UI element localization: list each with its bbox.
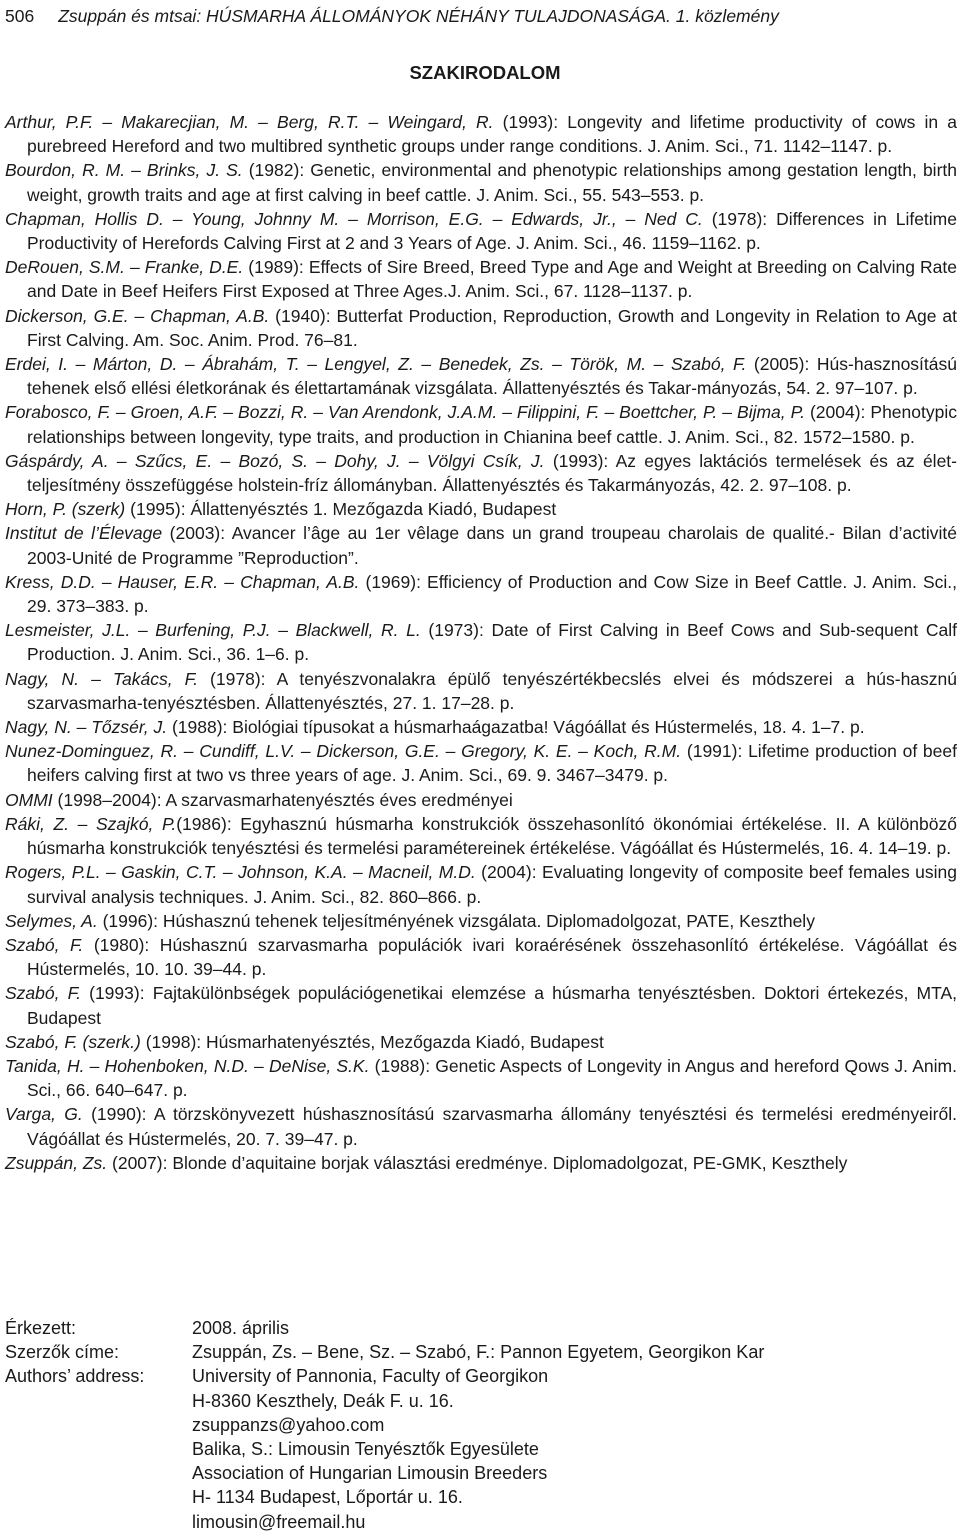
reference-item <box>5 909 957 933</box>
reference-item <box>5 715 957 739</box>
authors-hu-label: Szerzők címe: <box>5 1342 120 1363</box>
reference-text: (1993): Fajtakülönbségek populációgenetikai elemzése a húsmarha tenyésztésben. Doktori értekezés, MTA, Budapest <box>27 983 958 1028</box>
reference-item <box>5 1151 957 1175</box>
reference-item <box>5 110 957 158</box>
reference-authors: Nagy, N. – Takács, F. <box>5 668 198 689</box>
reference-authors: Nagy, N. – Tőzsér, J. <box>5 717 168 738</box>
reference-text: (2005): Hús-hasznosítású tehenek első ellési életkorának és élettartamának vizsgálata. Állattenyésztés és Takar-mányozás, 54. 2. 97–107. p. <box>27 354 957 399</box>
reference-text: (1990): A törzskönyvezett húshasznosítású szarvasmarha állomány tenyésztési és termelési eredményeiről. Vágóállat és Hústermelés, 20. 7. 39–47. p. <box>27 1104 957 1149</box>
reference-text: (1998–2004): A szarvasmarhatenyésztés éves eredményei <box>52 789 513 810</box>
reference-authors: Kress, D.D. – Hauser, E.R. – Chapman, A.B. <box>5 571 360 592</box>
address-line: Association of Hungarian Limousin Breeders <box>192 1463 548 1484</box>
reference-authors: Institut de l’Élevage <box>5 523 163 544</box>
running-title: Zsuppán és mtsai: HÚSMARHA ÁLLOMÁNYOK NÉHÁNY TULAJDONASÁGA. 1. közlemény <box>58 6 779 26</box>
reference-text: (2003): Avancer l’âge au 1er vêlage dans un grand troupeau charolais de qualité.- Bilan d’activité 2003-Unité de Programme ”Reproduction”. <box>27 523 957 568</box>
reference-authors: Selymes, A. <box>5 910 98 931</box>
reference-item <box>5 255 957 303</box>
address-labels <box>5 1340 192 1534</box>
section-title: SZAKIRODALOM <box>409 62 561 83</box>
address-line: Zsuppán, Zs. – Bene, Sz. – Szabó, F.: Pannon Egyetem, Georgikon Kar <box>192 1342 765 1363</box>
reference-authors: Zsuppán, Zs. <box>5 1152 108 1173</box>
reference-text: (1998): Húsmarhatenyésztés, Mezőgazda Kiadó, Budapest <box>140 1031 604 1052</box>
reference-authors: Szabó, F. <box>5 934 84 955</box>
reference-text: (1980): Húshasznú szarvasmarha populációk ivari koraérésének összehasonlító értékelése. Vágóállat és Hústermelés, 10. 10. 39–44. p. <box>27 934 958 980</box>
reference-text: (1993): Az egyes laktációs termelések és az élet-teljesítmény összefüggése holstein-fríz állományban. Állattenyésztés és Takarmányozás, 42. 2. 97–108. p. <box>27 450 957 496</box>
reference-item <box>5 981 957 1029</box>
reference-item <box>5 521 957 569</box>
address-row <box>5 1340 957 1534</box>
reference-text: (1982): Genetic, environmental and phenotypic relationships among gestation length, birth weight, growth traits and age at first calving in beef cattle. J. Anim. Sci., 55. 543–553. p. <box>27 160 957 205</box>
received-row <box>5 1316 957 1340</box>
reference-text: (1969): Efficiency of Production and Cow Size in Beef Cattle. J. Anim. Sci., 29. 373–383. p. <box>27 571 957 617</box>
reference-authors: Erdei, I. – Márton, D. – Ábrahám, T. – Lengyel, Z. – Benedek, Zs. – Török, M. – Szabó, F. <box>5 354 747 375</box>
reference-authors: DeRouen, S.M. – Franke, D.E. <box>5 257 244 278</box>
reference-authors: Szabó, F. <box>5 983 81 1004</box>
reference-authors: Gáspárdy, A. – Szűcs, E. – Bozó, S. – Dohy, J. – Völgyi Csík, J. <box>5 450 545 471</box>
reference-text: (1978): A tenyészvonalakra épülő tenyészértékbecslés elvei és módszerei a hús-hasznú szarvasmarha-tenyésztésben. Állattenyésztés, 27. 1. 17–28. p. <box>27 668 957 713</box>
reference-item <box>5 618 957 666</box>
address-line: H- 1134 Budapest, Lőportár u. 16. <box>192 1487 463 1508</box>
reference-text: (1991): Lifetime production of beef heifers calving first at two vs three years of age. J. Anim. Sci., 69. 9. 3467–3479. p. <box>27 741 957 786</box>
reference-item <box>5 667 957 715</box>
reference-text: (1989): Effects of Sire Breed, Breed Type and Age and Weight at Breeding on Calving Rate and Date in Beef Heifers First Exposed at Three Ages.J. Anim. Sci., 67. 1128–1137. p. <box>27 257 957 302</box>
reference-text: (1993): Longevity and lifetime productivity of cows in a purebreed Hereford and two multibred synthetic groups under range conditions. J. Anim. Sci., 71. 1142–1147. p. <box>27 112 957 157</box>
reference-item <box>5 933 957 981</box>
reference-item <box>5 1054 957 1102</box>
reference-text: (1995): Állattenyésztés 1. Mezőgazda Kiadó, Budapest <box>125 499 557 520</box>
reference-item <box>5 158 957 206</box>
reference-item <box>5 207 957 255</box>
reference-item <box>5 1102 957 1150</box>
reference-item <box>5 812 957 860</box>
reference-item <box>5 860 957 908</box>
reference-item <box>5 788 957 812</box>
reference-text: (1986): Egyhasznú húsmarha konstrukciók összehasonlító ökonómiai értékelése. II. A különböző húsmarha konstrukciók tenyésztési és termelési paramétereinek értékelése. Vágóállat és Hústermelés, 16. 4. 14–19. p. <box>27 813 957 859</box>
reference-text: (1940): Butterfat Production, Reproduction, Growth and Longevity in Relation to Age at First Calving. Am. Soc. Anim. Prod. 76–81. <box>27 305 957 350</box>
reference-authors: Lesmeister, J.L. – Burfening, P.J. – Blackwell, R. L. <box>5 620 421 641</box>
reference-authors: Forabosco, F. – Groen, A.F. – Bozzi, R. – Van Arendonk, J.A.M. – Filippini, F. – Boettcher, P. – Bijma, P. <box>5 402 805 423</box>
reference-authors: OMMI <box>5 789 53 810</box>
address-line: Balika, S.: Limousin Tenyésztők Egyesülete <box>192 1439 539 1460</box>
reference-authors: Rogers, P.L. – Gaskin, C.T. – Johnson, K.A. – Macneil, M.D. <box>5 862 476 883</box>
reference-item <box>5 570 957 618</box>
reference-item <box>5 739 957 787</box>
reference-authors: Szabó, F. (szerk.) <box>5 1031 141 1052</box>
reference-authors: Nunez-Dominguez, R. – Cundiff, L.V. – Dickerson, G.E. – Gregory, K. E. – Koch, R.M. <box>5 741 682 762</box>
running-header <box>5 6 957 27</box>
reference-text: (1988): Genetic Aspects of Longevity in Angus and hereford Qows J. Anim. Sci., 66. 640–647. p. <box>27 1055 957 1101</box>
reference-authors: Varga, G. <box>5 1104 83 1125</box>
reference-text: (2007): Blonde d’aquitaine borjak választási eredménye. Diplomadolgozat, PE-GMK, Keszthely <box>107 1152 848 1173</box>
authors-en-label: Authors’ address: <box>5 1366 145 1387</box>
email-link[interactable]: zsuppanzs@yahoo.com <box>192 1414 385 1435</box>
reference-authors: Chapman, Hollis D. – Young, Johnny M. – Morrison, E.G. – Edwards, Jr., – Ned C. <box>5 208 703 229</box>
reference-text: (1996): Húshasznú tehenek teljesítményének vizsgálata. Diplomadolgozat, PATE, Keszthely <box>97 910 815 931</box>
reference-authors: Tanida, H. – Hohenboken, N.D. – DeNise, S.K. <box>5 1055 370 1076</box>
reference-authors: Horn, P. (szerk) <box>5 499 126 520</box>
reference-authors: Bourdon, R. M. – Brinks, J. S. <box>5 160 243 181</box>
reference-text: (1973): Date of First Calving in Beef Cows and Sub-sequent Calf Production. J. Anim. Sci., 36. 1–6. p. <box>27 620 957 665</box>
reference-authors: Dickerson, G.E. – Chapman, A.B. <box>5 305 270 326</box>
reference-text: (1988): Biológiai típusokat a húsmarhaágazatba! Vágóállat és Hústermelés, 18. 4. 1–7. p. <box>167 717 865 738</box>
address-block <box>192 1340 957 1534</box>
page-number: 506 <box>5 6 35 26</box>
article-metadata <box>5 1316 957 1534</box>
reference-text: (1978): Differences in Lifetime Productivity of Herefords Calving First at 2 and 3 Years of Age. J. Anim. Sci., 46. 1159–1162. p. <box>27 208 957 254</box>
reference-item <box>5 449 957 497</box>
received-label: Érkezett: <box>5 1318 77 1338</box>
reference-item <box>5 352 957 400</box>
reference-text: (2004): Evaluating longevity of composite beef females using survival analysis techniques. J. Anim. Sci., 82. 860–866. p. <box>27 862 957 907</box>
reference-text: (2004): Phenotypic relationships between longevity, type traits, and production in Chianina beef cattle. J. Anim. Sci., 82. 1572–1580. p. <box>27 402 957 447</box>
reference-list <box>5 110 957 1175</box>
reference-item <box>5 400 957 448</box>
reference-authors: Ráki, Z. – Szajkó, P. <box>5 813 177 834</box>
reference-item <box>5 304 957 352</box>
received-value: 2008. április <box>192 1318 290 1338</box>
reference-item <box>5 1030 957 1054</box>
reference-item <box>5 497 957 521</box>
address-line: University of Pannonia, Faculty of Georgikon <box>192 1366 549 1387</box>
email-link[interactable]: limousin@freemail.hu <box>192 1511 366 1532</box>
address-line: H-8360 Keszthely, Deák F. u. 16. <box>192 1390 454 1411</box>
reference-authors: Arthur, P.F. – Makarecjian, M. – Berg, R.T. – Weingard, R. <box>5 112 494 132</box>
